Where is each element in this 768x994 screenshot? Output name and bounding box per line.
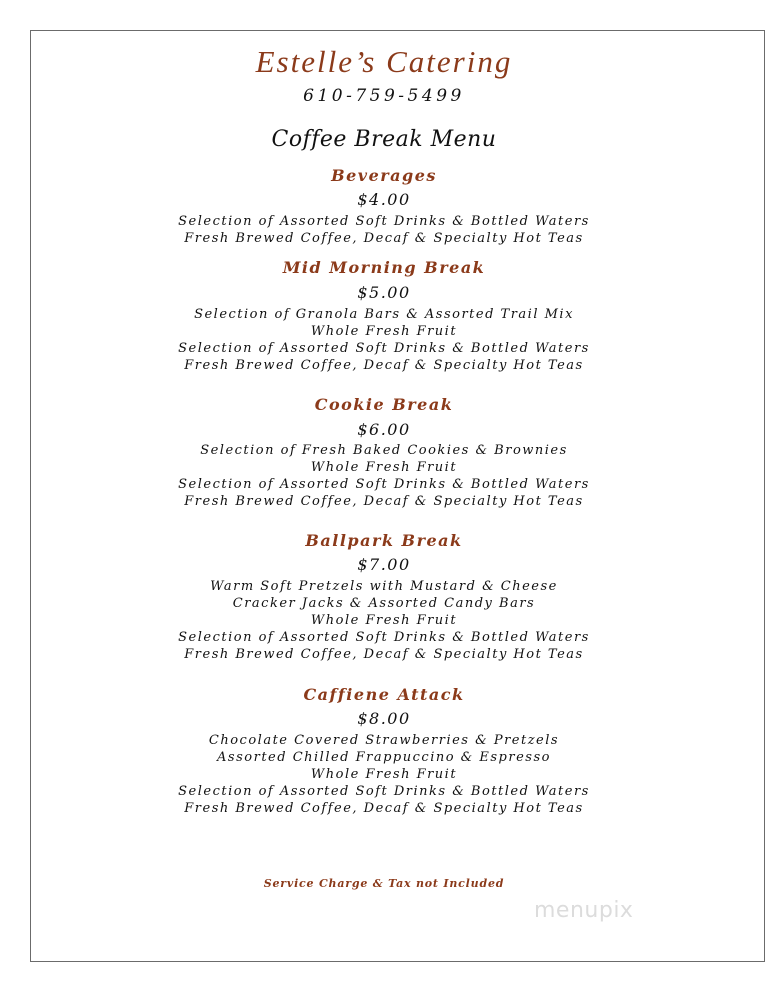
section-price-ballpark-break: $7.00 — [357, 555, 411, 574]
section-items-beverages — [0, 213, 768, 247]
section-heading-ballpark-break: Ballpark Break — [305, 531, 463, 550]
section-price-caffiene-attack: $8.00 — [357, 709, 411, 728]
menu-item: Selection of Assorted Soft Drinks & Bottled Waters — [178, 630, 590, 645]
menu-item: Fresh Brewed Coffee, Decaf & Specialty Hot Teas — [184, 494, 584, 509]
menu-title: Coffee Break Menu — [271, 127, 497, 152]
section-price-mid-morning-break: $5.00 — [357, 283, 411, 302]
menu-item: Whole Fresh Fruit — [310, 767, 458, 782]
section-items-caffiene-attack — [0, 732, 768, 817]
menu-item: Selection of Assorted Soft Drinks & Bottled Waters — [178, 784, 590, 799]
section-price-cookie-break: $6.00 — [357, 420, 411, 439]
menu-item: Warm Soft Pretzels with Mustard & Cheese — [210, 579, 558, 594]
menu-item: Selection of Assorted Soft Drinks & Bottled Waters — [178, 341, 590, 356]
section-heading-cookie-break: Cookie Break — [314, 395, 454, 414]
section-price-beverages: $4.00 — [357, 190, 411, 209]
menu-item: Fresh Brewed Coffee, Decaf & Specialty Hot Teas — [184, 801, 584, 816]
section-heading-beverages: Beverages — [331, 166, 437, 185]
menu-item: Selection of Assorted Soft Drinks & Bottled Waters — [178, 214, 590, 229]
menu-item: Assorted Chilled Frappuccino & Espresso — [217, 750, 551, 765]
menu-item: Cracker Jacks & Assorted Candy Bars — [232, 596, 536, 611]
section-items-ballpark-break — [0, 578, 768, 663]
menu-item: Selection of Granola Bars & Assorted Trail Mix — [194, 307, 574, 322]
menu-item: Whole Fresh Fruit — [310, 460, 458, 475]
menu-item: Fresh Brewed Coffee, Decaf & Specialty Hot Teas — [184, 647, 584, 662]
menu-item: Selection of Fresh Baked Cookies & Brownies — [200, 443, 568, 458]
business-name: Estelle’s Catering — [255, 44, 513, 79]
section-heading-mid-morning-break: Mid Morning Break — [282, 258, 486, 277]
watermark: menupix — [534, 898, 634, 923]
section-items-cookie-break — [0, 442, 768, 510]
menu-item: Fresh Brewed Coffee, Decaf & Specialty Hot Teas — [184, 358, 584, 373]
menu-item: Whole Fresh Fruit — [310, 324, 458, 339]
menu-item: Selection of Assorted Soft Drinks & Bottled Waters — [178, 477, 590, 492]
phone-number: 610-759-5499 — [303, 86, 465, 106]
section-heading-caffiene-attack: Caffiene Attack — [303, 685, 465, 704]
menu-item: Chocolate Covered Strawberries & Pretzels — [208, 733, 560, 748]
menu-item: Whole Fresh Fruit — [310, 613, 458, 628]
menu-item: Fresh Brewed Coffee, Decaf & Specialty Hot Teas — [184, 231, 584, 246]
footer-note: Service Charge & Tax not Included — [263, 877, 505, 890]
section-items-mid-morning-break — [0, 306, 768, 374]
